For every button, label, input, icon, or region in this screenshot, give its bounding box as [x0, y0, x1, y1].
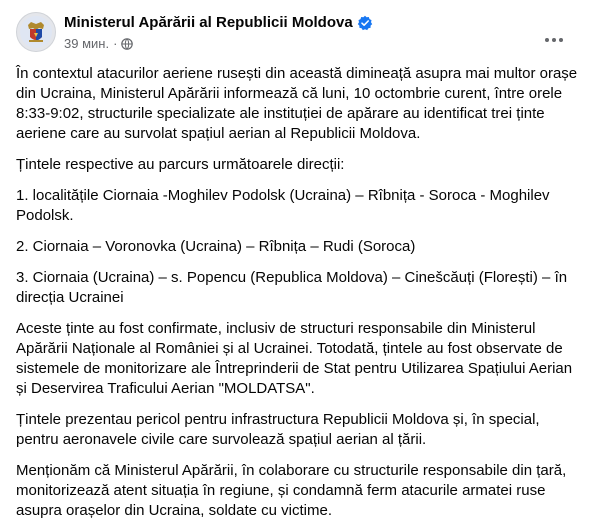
post-paragraph: 2. Ciornaia – Voronovka (Ucraina) – Rîbnița – Rudi (Soroca) — [16, 238, 416, 255]
more-options-icon — [544, 37, 564, 43]
header-text — [64, 12, 582, 53]
post-body — [16, 64, 582, 532]
meta-separator: · — [113, 36, 118, 51]
page-avatar[interactable] — [16, 12, 56, 52]
post-meta — [64, 35, 582, 53]
globe-icon[interactable] — [121, 38, 133, 50]
post-paragraph: Aceste ținte au fost confirmate, inclusiv de structuri responsabile din Ministerul Apărării Naționale al României și al Ucrainei. Totodată, țintele au fost observate de sistemele de monitorizare ale Întreprinderii de Stat pentru Utilizarea Spațiului Aerian și Deservirea Traficului Aerian "MOLDATSA". — [16, 320, 573, 397]
post-paragraph: În contextul atacurilor aeriene rusești din această dimineață asupra mai multor orașe din Ucraina, Ministerul Apărării informează că luni, 10 octombrie curent, între orele 8:33-9:02, structurile specializate ale instituției de apărare au identificat trei ținte aeriene care au survolat spațiul aerian al Republicii Moldova. — [16, 65, 578, 142]
post-header — [16, 12, 582, 56]
post-paragraph: 3. Ciornaia (Ucraina) – s. Popencu (Republica Moldova) – Cinešcăuți (Florești) – în direcția Ucrainei — [16, 269, 568, 306]
verified-badge-icon — [357, 15, 373, 31]
post-timestamp[interactable]: 39 мин. — [64, 36, 110, 51]
post-paragraph: Menționăm că Ministerul Apărării, în colaborare cu structurile responsabile din țară, monitorizează atent situația în regiune, și condamnă ferm atacurile armatei ruse asupra orașelor din Ucraina, soldate cu victime. — [16, 462, 567, 519]
post-paragraph: Țintele respective au parcurs următoarele direcții: — [16, 156, 345, 173]
more-options-button[interactable] — [542, 30, 566, 50]
page-name-link[interactable]: Ministerul Apărării al Republicii Moldova — [64, 14, 353, 31]
post-paragraph: 1. localitățile Ciornaia -Moghilev Podolsk (Ucraina) – Rîbnița - Soroca - Moghilev Podolsk. — [16, 187, 550, 224]
post-paragraph: Țintele prezentau pericol pentru infrastructura Republicii Moldova și, în special, pentru aeronavele civile care survolează spațiul aerian al țării. — [16, 411, 540, 448]
coat-of-arms-icon — [19, 15, 53, 49]
author-row — [64, 13, 582, 33]
